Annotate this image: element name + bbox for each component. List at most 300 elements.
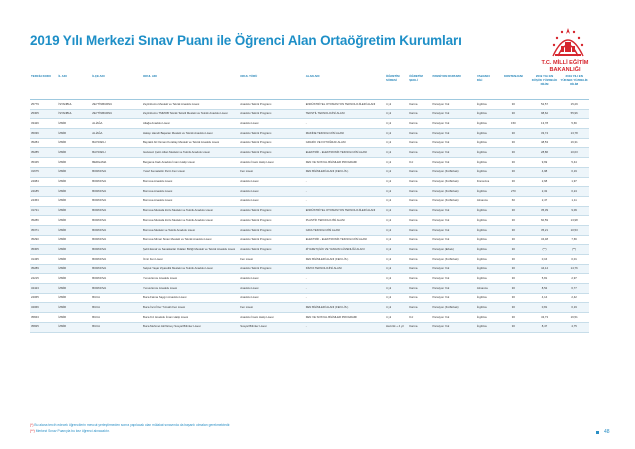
table-cell: Karma — [408, 119, 431, 129]
table-cell: Anadolu Teknik Programı — [239, 206, 305, 216]
table-cell: Pansiyon Yok — [431, 313, 475, 323]
table-cell: Anadolu Lisesi — [239, 119, 305, 129]
table-cell: 35285 — [30, 148, 57, 158]
table-cell: 30 — [497, 225, 530, 235]
table-cell: 24215 — [30, 274, 57, 284]
table-cell: 35825 — [30, 322, 57, 332]
table-cell: Pansiyon Yok — [431, 264, 475, 274]
table-cell: 4 yıl — [385, 148, 408, 158]
table-cell: BORNOVA — [91, 187, 142, 197]
table-cell: BAYRAKLI — [91, 148, 142, 158]
table-cell: - — [305, 284, 385, 294]
table-cell: 35371 — [30, 225, 57, 235]
table-cell: Anadolu Teknik Programı — [239, 245, 305, 255]
table-cell: İZMİR — [57, 313, 91, 323]
table-cell: 30 — [497, 109, 530, 119]
table-row — [30, 100, 589, 110]
table-cell: Karma — [408, 245, 431, 255]
table-cell: Karma — [408, 187, 431, 197]
table-cell: FEN BİLİMLERİ ALANI (FEN LİS.) — [305, 303, 385, 313]
table-cell: Buca Fatma Saygın Anadolu Lisesi — [142, 293, 239, 303]
table-cell: 6,77 — [559, 284, 589, 294]
table-cell: İZMİR — [57, 206, 91, 216]
table-cell: (**) — [530, 245, 560, 255]
table-cell: İZMİR — [57, 303, 91, 313]
table-cell: 28,86 — [530, 148, 560, 158]
table-cell: Anadolu Teknik Programı — [239, 109, 305, 119]
table-cell: 30 — [497, 216, 530, 226]
table-cell: İngilizce — [476, 216, 497, 226]
table-row — [30, 255, 589, 265]
table-row — [30, 274, 589, 284]
table-cell: BORNOVA — [91, 216, 142, 226]
table-cell: 35843 — [30, 313, 57, 323]
table-cell: ENDÜSTRİYEL OTOMASYON TEKNOLOJİLERİ ALANI — [305, 206, 385, 216]
table-row — [30, 148, 589, 158]
table-cell: İZMİR — [57, 245, 91, 255]
table-cell: 60 — [497, 196, 530, 206]
table-cell: Karma — [408, 196, 431, 206]
column-header: İL ADI — [57, 74, 91, 100]
table-cell: Gazeteci Çetin Altan Mesleki ve Teknik Anadolu Lisesi — [142, 148, 239, 158]
table-cell: 30 — [497, 100, 530, 110]
table-cell: 8,47 — [530, 322, 560, 332]
table-cell: Karma — [408, 255, 431, 265]
table-cell: 44,14 — [530, 264, 560, 274]
table-row — [30, 167, 589, 177]
table-cell: 35,21 — [530, 225, 560, 235]
table-cell: İZMİR — [57, 284, 91, 294]
table-cell: İngilizce — [476, 158, 497, 168]
table-cell: 4 yıl — [385, 303, 408, 313]
table-cell: Fen Lisesi — [239, 255, 305, 265]
table-cell: 31721 — [30, 206, 57, 216]
table-cell: BUCA — [91, 293, 142, 303]
table-cell: Buca Mehmet Akif Ersoy Sosyal Bilimler Lisesi — [142, 322, 239, 332]
table-cell: 4 yıl — [385, 177, 408, 187]
table-cell: 35286 — [30, 216, 57, 226]
table-cell: BAYRAKLI — [91, 138, 142, 148]
table-cell: TEKSTİL TEKNOLOJİSİ ALANI — [305, 109, 385, 119]
table-cell: 25779 — [30, 100, 57, 110]
table-cell: 24453 — [30, 196, 57, 206]
table-cell: Karma — [408, 100, 431, 110]
table-cell: Pansiyon (Kız/Erkek) — [431, 167, 475, 177]
table-cell: İngilizce — [476, 129, 497, 139]
ministry-name-line1: T.C. MİLLİ EĞİTİM — [541, 60, 589, 66]
table-cell: 30 — [497, 158, 530, 168]
table-cell: İZMİR — [57, 177, 91, 187]
table-cell: Pansiyon (Erkek) — [431, 245, 475, 255]
table-cell: Anadolu Lisesi — [239, 177, 305, 187]
table-row — [30, 245, 589, 255]
table-cell: Zeytinburnu Mesleki ve Teknik Anadolu Lisesi — [142, 100, 239, 110]
table-cell: Bergama Kadı Anadolu İmam Hatip Lisesi — [142, 158, 239, 168]
ministry-name — [510, 60, 620, 73]
table-cell: İZMİR — [57, 158, 91, 168]
table-cell: 30 — [497, 138, 530, 148]
table-cell: İZMİR — [57, 167, 91, 177]
column-header: OKUL TÜRÜ — [239, 74, 305, 100]
table-cell: 4 yıl — [385, 129, 408, 139]
table-cell: 30 — [497, 284, 530, 294]
table-cell: Karma — [408, 235, 431, 245]
table-cell: Bayraklı Ali Osman Koraltay Mesleki ve Teknik Anadolu Lisesi — [142, 138, 239, 148]
table-cell: İngilizce — [476, 322, 497, 332]
table-row — [30, 293, 589, 303]
table-cell: Pansiyon Yok — [431, 293, 475, 303]
table-cell: İngilizce — [476, 235, 497, 245]
table-cell: 43,73 — [530, 313, 560, 323]
table-cell: FEN BİLİMLERİ ALANI (FEN LİS.) — [305, 255, 385, 265]
table-row — [30, 119, 589, 129]
table-cell: ZEYTİNBURNU — [91, 100, 142, 110]
table-cell: Pansiyon Yok — [431, 206, 475, 216]
table-cell: 4 yıl — [385, 119, 408, 129]
table-cell: 0,24 — [559, 187, 589, 197]
table-cell: - — [305, 177, 385, 187]
table-cell: Karma — [408, 322, 431, 332]
table-cell: Karma — [408, 225, 431, 235]
table-cell: 31435 — [30, 255, 57, 265]
table-cell: 30 — [497, 274, 530, 284]
table-cell: 150 — [497, 119, 530, 129]
column-header: PANSİYON DURUMU — [431, 74, 475, 100]
table-cell: Bornova Mimar Sinan Mesleki ve Teknik Anadolu Lisesi — [142, 235, 239, 245]
table-cell: 4 yıl — [385, 274, 408, 284]
table-cell: İngilizce — [476, 225, 497, 235]
table-cell: Karma — [408, 206, 431, 216]
table-cell: İZMİR — [57, 216, 91, 226]
table-cell: Bornova Anadolu Lisesi — [142, 196, 239, 206]
table-cell: 35305 — [30, 245, 57, 255]
table-cell: İZMİR — [57, 129, 91, 139]
table-cell: 10,03 — [559, 148, 589, 158]
table-cell: 13,98 — [559, 216, 589, 226]
table-cell: Karma — [408, 138, 431, 148]
table-cell: İzmir Fen Lisesi — [142, 255, 239, 265]
table-cell: 30 — [497, 148, 530, 158]
table-cell: İngilizce — [476, 109, 497, 119]
table-cell: - — [305, 119, 385, 129]
table-row — [30, 264, 589, 274]
table-cell: 35289 — [30, 264, 57, 274]
table-row — [30, 235, 589, 245]
table-cell: İZMİR — [57, 119, 91, 129]
table-cell: Anadolu Teknik Programı — [239, 225, 305, 235]
column-header: 2019 YILI EN DÜŞÜK YÜZDELİK DİLİM — [530, 74, 560, 100]
table-cell: - — [305, 196, 385, 206]
table-cell: 2,42 — [559, 293, 589, 303]
footnote-2-mark: (**) — [30, 428, 35, 433]
table-cell: Karma — [408, 284, 431, 294]
table-cell: BUCA — [91, 322, 142, 332]
table-cell: 4 yıl — [385, 284, 408, 294]
page-title: 2019 Yılı Merkezi Sınav Puanı ile Öğrenci Alan Ortaöğretim Kurumları — [30, 33, 462, 48]
table-cell: Pansiyon (Kız/Erkek) — [431, 187, 475, 197]
schools-table — [30, 74, 589, 333]
table-cell: 4 yıl — [385, 313, 408, 323]
table-cell: Yunus Emre Anadolu Lisesi — [142, 284, 239, 294]
table-cell: Pansiyon Yok — [431, 322, 475, 332]
table-cell: Pansiyon Yok — [431, 274, 475, 284]
table-cell: 9,69 — [530, 158, 560, 168]
table-cell: 0,01 — [559, 255, 589, 265]
ministry-name-line2: BAKANLIĞI — [549, 66, 581, 73]
table-cell: BORNOVA — [91, 274, 142, 284]
table-cell: Pansiyon (Kız/Erkek) — [431, 177, 475, 187]
table-cell: 0,81 — [530, 303, 560, 313]
table-cell: 4 yıl — [385, 255, 408, 265]
table-cell: 24185 — [30, 187, 57, 197]
table-cell: - — [305, 322, 385, 332]
table-cell: İngilizce — [476, 148, 497, 158]
table-cell: Anadolu Lisesi — [239, 274, 305, 284]
table-cell: 30 — [497, 177, 530, 187]
table-cell: İSTANBUL — [57, 100, 91, 110]
table-cell: Yunus Emre Anadolu Lisesi — [142, 274, 239, 284]
table-row — [30, 129, 589, 139]
table-cell: 60,59 — [530, 216, 560, 226]
table-cell: Almanca — [476, 284, 497, 294]
table-cell: ELEKTRİK - ELEKTRONİK TEKNOLOJİSİ ALANI — [305, 235, 385, 245]
table-cell: Anadolu Lisesi — [239, 293, 305, 303]
footnotes — [30, 423, 230, 434]
table-cell: 30 — [497, 206, 530, 216]
table-row — [30, 177, 589, 187]
table-cell: 30 — [497, 255, 530, 265]
table-cell: FEN BİLİMLERİ ALANI (FEN LİS.) — [305, 167, 385, 177]
table-cell: 4 yıl — [385, 216, 408, 226]
table-cell: 5,44 — [559, 158, 589, 168]
table-cell: FEN VE SOSYAL BİLİMLER PROGRAMI — [305, 313, 385, 323]
table-cell: 16,51 — [559, 313, 589, 323]
table-cell: Karma — [408, 216, 431, 226]
table-cell: Anadolu Lisesi — [239, 284, 305, 294]
table-cell: 4 yıl — [385, 235, 408, 245]
table-cell: Kız — [408, 313, 431, 323]
table-cell: Almanca — [476, 196, 497, 206]
table-cell: BERGAMA — [91, 158, 142, 168]
table-cell: BORNOVA — [91, 235, 142, 245]
table-cell: Fen Lisesi — [239, 167, 305, 177]
table-cell: 30 — [497, 293, 530, 303]
table-header-row — [30, 74, 589, 100]
table-cell: Bornova Anadolu Lisesi — [142, 187, 239, 197]
table-cell: Pansiyon Yok — [431, 109, 475, 119]
table-cell: 4 yıl — [385, 196, 408, 206]
table-cell: 5,81 — [530, 274, 560, 284]
footnote-2 — [30, 429, 230, 435]
table-cell: ELEKTRİK - ELEKTRONİK TEKNOLOJİSİ ALANI — [305, 148, 385, 158]
table-cell: 1,97 — [559, 177, 589, 187]
table-cell: Pansiyon Yok — [431, 158, 475, 168]
column-header: TERCİH KODU — [30, 74, 57, 100]
table-cell: 33426 — [30, 119, 57, 129]
table-cell: İZMİR — [57, 274, 91, 284]
table-cell: 35290 — [30, 235, 57, 245]
table-row — [30, 216, 589, 226]
table-cell: 16,31 — [559, 138, 589, 148]
table-cell: 0,19 — [559, 167, 589, 177]
table-cell: 2,32 — [530, 187, 560, 197]
table-cell: 4,75 — [559, 322, 589, 332]
table-cell: Buca İnci-Özer Tırnaklı Fen Lisesi — [142, 303, 239, 313]
table-cell: Pansiyon (Kız/Erkek) — [431, 303, 475, 313]
table-cell: 10,53 — [559, 225, 589, 235]
table-cell: 30 — [497, 235, 530, 245]
table-cell: Kız — [408, 158, 431, 168]
table-cell: - — [305, 274, 385, 284]
table-cell: İZMİR — [57, 322, 91, 332]
table-cell: 35345 — [30, 158, 57, 168]
table-cell: Pansiyon Yok — [431, 148, 475, 158]
table-cell: MAKİNE TEKNOLOJİSİ ALANI — [305, 129, 385, 139]
table-cell: Bornova Mustafa Zorlu Mesleki ve Teknik Anadolu Lisesi — [142, 216, 239, 226]
table-cell: İngilizce — [476, 187, 497, 197]
table-cell: Anadolu Lisesi — [239, 196, 305, 206]
table-cell: - — [305, 187, 385, 197]
table-cell: 52,57 — [530, 100, 560, 110]
table-cell: 15,29 — [559, 100, 589, 110]
table-cell: Sosyal Bilimler Lisesi — [239, 322, 305, 332]
table-row — [30, 206, 589, 216]
column-header: ÖĞRETİM SÜRESİ — [385, 74, 408, 100]
table-cell: Anadolu Teknik Programı — [239, 129, 305, 139]
table-cell: İZMİR — [57, 264, 91, 274]
table-cell: İngilizce — [476, 255, 497, 265]
table-row — [30, 187, 589, 197]
table-cell: ALİAĞA — [91, 119, 142, 129]
table-cell: İngilizce — [476, 313, 497, 323]
table-cell: Anadolu İmam Hatip Lisesi — [239, 313, 305, 323]
table-cell: Selçuk Yaşar Ziyaretlik Mesleki ve Teknik Anadolu Lisesi — [142, 264, 239, 274]
table-cell: İngilizce — [476, 119, 497, 129]
table-cell: PLASTİK TEKNOLOJİSİ ALANI — [305, 216, 385, 226]
table-cell: 24084 — [30, 177, 57, 187]
table-row — [30, 284, 589, 294]
table-row — [30, 313, 589, 323]
table-cell: 13,78 — [559, 129, 589, 139]
table-cell: Pansiyon (Kız/Erkek) — [431, 196, 475, 206]
table-cell: 30 — [497, 167, 530, 177]
table-cell: 4 yıl — [385, 206, 408, 216]
table-cell: 4 yıl — [385, 264, 408, 274]
table-cell: 55,96 — [559, 109, 589, 119]
table-cell: 4,14 — [530, 293, 560, 303]
table-cell: 4 yıl — [385, 293, 408, 303]
table-cell: Bornova Mustafa Zorlu Mesleki ve Teknik Anadolu Lisesi — [142, 206, 239, 216]
table-cell: 4 yıl — [385, 167, 408, 177]
table-cell: İZMİR — [57, 148, 91, 158]
table-cell: Pansiyon Yok — [431, 138, 475, 148]
table-cell: 4 yıl — [385, 225, 408, 235]
table-cell: ZEYTİNBURNU — [91, 109, 142, 119]
table-cell: 5,66 — [559, 119, 589, 129]
table-cell: İZMİR — [57, 235, 91, 245]
column-header: KONTENJANI — [497, 74, 530, 100]
table-cell: Anadolu Teknik Programı — [239, 216, 305, 226]
footnote-1-mark: (*) — [30, 423, 34, 427]
table-cell: (**) — [559, 245, 589, 255]
table-cell: 30 — [497, 264, 530, 274]
table-cell: BORNOVA — [91, 167, 142, 177]
table-cell: Zeytinburnu TMMOB Teknik Tekstil Mesleki ve Teknik Anadolu Lisesi — [142, 109, 239, 119]
table-cell: ALİAĞA — [91, 129, 142, 139]
table-cell: Pansiyon Yok — [431, 235, 475, 245]
table-cell: 48,53 — [530, 138, 560, 148]
table-cell: Pansiyon Yok — [431, 225, 475, 235]
table-cell: Anadolu Teknik Programı — [239, 100, 305, 110]
table-cell: - — [305, 293, 385, 303]
page-number: 48 — [604, 429, 610, 435]
table-cell: Pansiyon Yok — [431, 100, 475, 110]
table-cell: İngilizce — [476, 303, 497, 313]
table-cell: BORNOVA — [91, 196, 142, 206]
table-cell: Karma — [408, 274, 431, 284]
column-header: OKUL ADI — [142, 74, 239, 100]
table-cell: İngilizce — [476, 100, 497, 110]
table-cell: 4 yıl — [385, 187, 408, 197]
table-cell: BORNOVA — [91, 284, 142, 294]
table-row — [30, 196, 589, 206]
table-cell: Anadolu Teknik Programı — [239, 138, 305, 148]
table-cell: Pansiyon Yok — [431, 284, 475, 294]
table-cell: GIDA TEKNOLOJİSİ ALANI — [305, 225, 385, 235]
table-cell: 30 — [497, 322, 530, 332]
table-cell: 2,68 — [530, 177, 560, 187]
table-cell: Karma — [408, 167, 431, 177]
table-cell: İngilizce — [476, 293, 497, 303]
table-cell: 4 yıl — [385, 138, 408, 148]
table-cell: Aliağa Anadolu Lisesi — [142, 119, 239, 129]
table-cell: 35284 — [30, 138, 57, 148]
table-cell: Karma — [408, 148, 431, 158]
table-cell: Karma — [408, 303, 431, 313]
table-cell: 13,78 — [530, 119, 560, 129]
table-row — [30, 158, 589, 168]
footnote-2-text: Merkezi Sınav Puanıyla bu kez öğrenci alınacaktır. — [35, 428, 110, 433]
table-cell: Anadolu Teknik Programı — [239, 235, 305, 245]
table-cell: 34066 — [30, 303, 57, 313]
table-cell: Pansiyon (Kız/Erkek) — [431, 255, 475, 265]
table-cell: Karma — [408, 109, 431, 119]
table-cell: İSTANBUL — [57, 109, 91, 119]
table-cell: 2,47 — [530, 196, 560, 206]
table-cell: İngilizce — [476, 274, 497, 284]
table-cell: 33,74 — [530, 129, 560, 139]
table-cell: 34,48 — [530, 235, 560, 245]
table-cell: 25305 — [30, 109, 57, 119]
table-cell: BORNOVA — [91, 177, 142, 187]
table-cell: 14,76 — [559, 264, 589, 274]
table-cell: 4 yıl — [385, 158, 408, 168]
table-cell: 30 — [497, 245, 530, 255]
table-cell: 35036 — [30, 129, 57, 139]
table-cell: Buca Kız Anadolu İmam Hatip Lisesi — [142, 313, 239, 323]
table-cell: Karma — [408, 129, 431, 139]
table-cell: 9,09 — [559, 206, 589, 216]
table-cell: 0,16 — [530, 255, 560, 265]
table-cell: 4,98 — [530, 167, 560, 177]
table-cell: İngilizce — [476, 264, 497, 274]
table-cell: BUCA — [91, 313, 142, 323]
table-row — [30, 225, 589, 235]
table-cell: İZMİR — [57, 293, 91, 303]
table-cell: 31675 — [30, 167, 57, 177]
table-cell: İngilizce — [476, 138, 497, 148]
column-header: YABANCI DİLİ — [476, 74, 497, 100]
